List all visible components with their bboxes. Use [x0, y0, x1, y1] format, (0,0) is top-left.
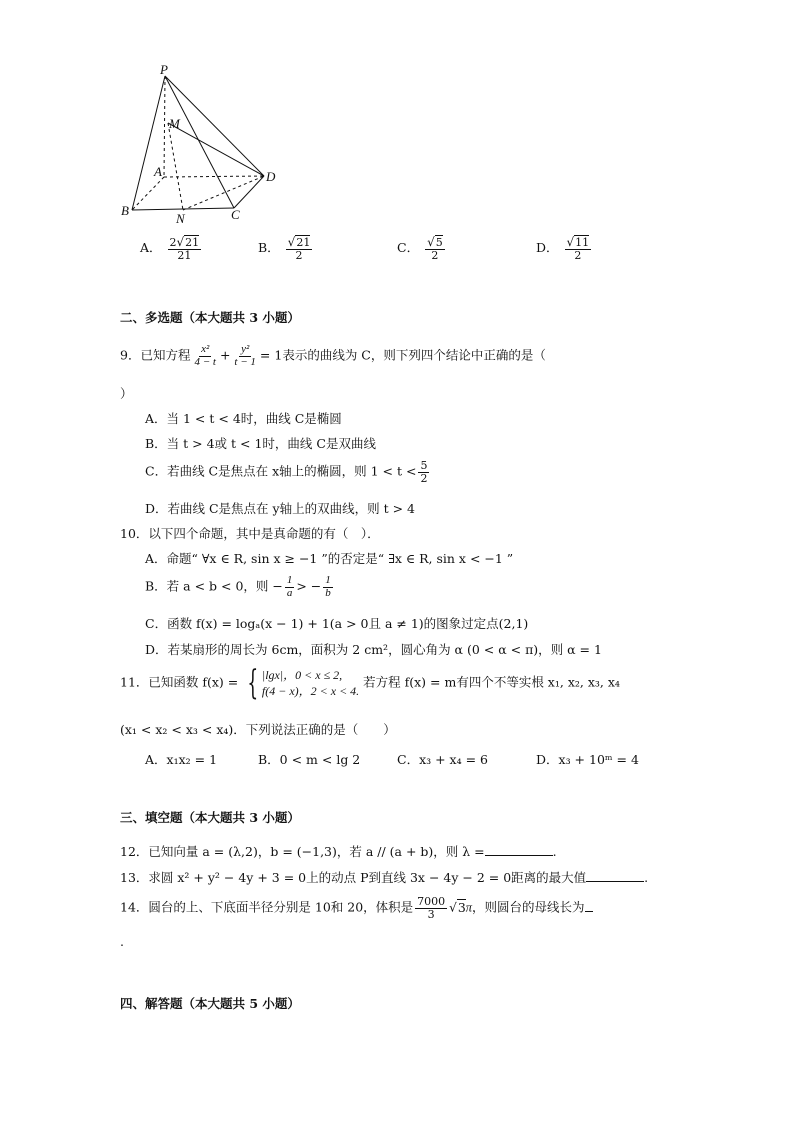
edge-cd	[234, 176, 264, 208]
label-p: P	[160, 62, 168, 77]
label-d: D	[266, 169, 276, 184]
edge-pb	[132, 76, 165, 210]
q9-option-d: D．若曲线 C是焦点在 y轴上的双曲线，则 t > 4	[145, 501, 415, 516]
q13-stem: 13．求圆 x² + y² − 4y + 3 = 0上的动点 P到直线 3x − 4y − 2 = 0距离的最大值 .	[120, 870, 649, 885]
q9-option-a: A．当 1 < t < 4时，曲线 C是椭圆	[145, 411, 342, 426]
q11-stem-line2: (x₁ < x₂ < x₃ < x₄)．下列说法正确的是（ ）	[120, 722, 396, 737]
q10-option-d: D．若某扇形的周长为 6cm，面积为 2 cm²，圆心角为 α (0 < α < π)，则 α = 1	[145, 642, 602, 657]
q13-answer-blank[interactable]	[586, 880, 644, 882]
edge-pc	[165, 76, 234, 208]
q9-option-b: B．当 t > 4或 t < 1时，曲线 C是双曲线	[145, 436, 376, 451]
q9-option-c: C．若曲线 C是焦点在 x轴上的椭圆，则 1 < t < $\frac{5}{2}$	[145, 459, 428, 485]
q8-option-b: B． $\frac{√21}{2}$	[258, 235, 311, 262]
edge-mn	[168, 123, 183, 210]
edge-ab	[132, 177, 164, 210]
edge-pd	[165, 76, 264, 176]
q11-option-d: D．x₃ + 10ᵐ = 4	[536, 752, 639, 767]
q12-answer-blank[interactable]	[485, 854, 553, 856]
q11-stem: 11．已知函数 f(x) = { |lgx|，0 < x ≤ 2, f(4 − x)，2 < x < 4. 若方程 f(x) = m有四个不等实根 x₁, x₂, x₃, x₄	[120, 663, 620, 703]
label-a: A	[154, 164, 162, 179]
q10-option-c: C．函数 f(x) = logₐ(x − 1) + 1(a > 0且 a ≠ 1)的图象过定点(2,1)	[145, 616, 529, 631]
q14-stem: 14．圆台的上、下底面半径分别是 10和 20，体积是 $\frac{7000}{3}$ √3π，则圆台的母线长为	[120, 896, 593, 920]
edge-pa	[164, 76, 165, 177]
label-c: C	[231, 207, 240, 222]
q9-stem-close: ）	[120, 386, 133, 401]
label-n: N	[176, 211, 185, 226]
q8-option-c: C． $\frac{√5}{2}$	[397, 235, 443, 262]
section-2-title: 二、多选题（本大题共 3 小题）	[120, 310, 300, 325]
edge-ad	[164, 176, 264, 177]
pyramid-figure	[112, 62, 292, 227]
q11-option-b: B．0 < m < lg 2	[258, 752, 361, 767]
q11-case-2: f(4 − x)，2 < x < 4.	[261, 684, 360, 698]
q10-stem: 10．以下四个命题，其中是真命题的有（ ）．	[120, 526, 380, 541]
section-4-title: 四、解答题（本大题共 5 小题）	[120, 996, 300, 1011]
label-m: M	[169, 116, 180, 131]
q8-option-d: D． $\frac{√11}{2}$	[536, 235, 590, 262]
q11-option-c: C．x₃ + x₄ = 6	[397, 752, 488, 767]
q14-answer-blank[interactable]	[585, 910, 593, 912]
edge-md	[168, 123, 264, 176]
label-b: B	[121, 203, 129, 218]
section-3-title: 三、填空题（本大题共 3 小题）	[120, 810, 300, 825]
q9-stem: 9．已知方程 $\frac{\text{x²}}{4 - t}$ + $\frac{\text{y²}}{t - 1}$ = 1表示的曲线为 C，则下列四个结论中正确的是（	[120, 343, 546, 368]
q11-case-1: |lgx|，0 < x ≤ 2,	[261, 667, 343, 682]
q14-line2: .	[120, 934, 124, 949]
q10-option-a: A．命题“ ∀x ∈ R, sin x ≥ −1 ”的否定是“ ∃x ∈ R, sin x < −1 ”	[145, 551, 514, 566]
edge-nd	[183, 176, 264, 210]
q12-stem: 12．已知向量 a = (λ,2)，b = (−1,3)，若 a // (a + b)，则 λ = .	[120, 844, 557, 859]
q10-option-b: B．若 a < b < 0，则 − $\frac{1}{a}$ > − $\frac{1}{b}$	[145, 574, 331, 599]
q8-option-a: A． $\frac{2√21}{21}$	[140, 235, 200, 262]
q11-option-a: A．x₁x₂ = 1	[145, 752, 218, 767]
